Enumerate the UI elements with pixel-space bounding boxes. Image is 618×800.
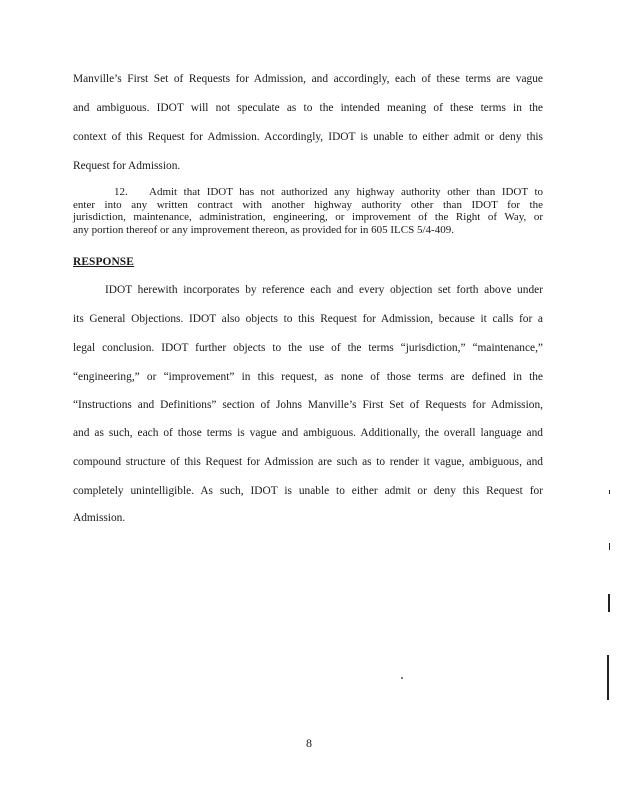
paragraph-line: Request for Admission.	[73, 160, 181, 172]
response-line: IDOT herewith incorporates by reference each and every objection set forth above under	[105, 284, 543, 296]
request-line: any portion thereof or any improvement thereon, as provided for in 605 ILCS 5/4-409.	[73, 223, 454, 236]
response-line: Admission.	[73, 512, 126, 524]
response-line: “Instructions and Definitions” section of Johns Manville’s First Set of Requests for Admission,	[73, 399, 543, 411]
request-line: Admit that IDOT has not authorized any highway authority other than IDOT to	[149, 186, 543, 198]
response-line: “engineering,” or “improvement” in this request, as none of those terms are defined in the	[73, 371, 543, 383]
scan-mark	[608, 594, 610, 612]
paragraph-line: Manville’s First Set of Requests for Admission, and accordingly, each of these terms are vague	[73, 73, 543, 85]
paragraph-line: and ambiguous. IDOT will not speculate as to the intended meaning of these terms in the	[73, 102, 543, 114]
request-number: 12.	[114, 186, 128, 198]
response-heading: RESPONSE	[73, 256, 134, 268]
request-line: enter into any written contract with another highway authority other than IDOT for the	[73, 198, 543, 211]
response-line: and as such, each of those terms is vague and ambiguous. Additionally, the overall language and	[73, 427, 543, 439]
paragraph-line: context of this Request for Admission. Accordingly, IDOT is unable to either admit or deny this	[73, 131, 543, 143]
request-line: jurisdiction, maintenance, administration, engineering, or improvement of the Right of Way, or	[73, 211, 543, 224]
response-line: compound structure of this Request for Admission are such as to render it vague, ambiguous, and	[73, 456, 543, 468]
scan-mark	[401, 677, 403, 679]
response-line: its General Objections. IDOT also objects to this Request for Admission, because it calls for a	[73, 313, 543, 325]
response-line: legal conclusion. IDOT further objects to the use of the terms “jurisdiction,” “maintenance,”	[73, 342, 543, 354]
page-number: 8	[306, 736, 312, 750]
scan-mark	[607, 655, 609, 700]
response-line: completely unintelligible. As such, IDOT is unable to either admit or deny this Request for	[73, 485, 543, 497]
scan-mark	[609, 490, 610, 494]
scan-mark	[609, 543, 610, 550]
request-12-paragraph	[73, 186, 543, 236]
